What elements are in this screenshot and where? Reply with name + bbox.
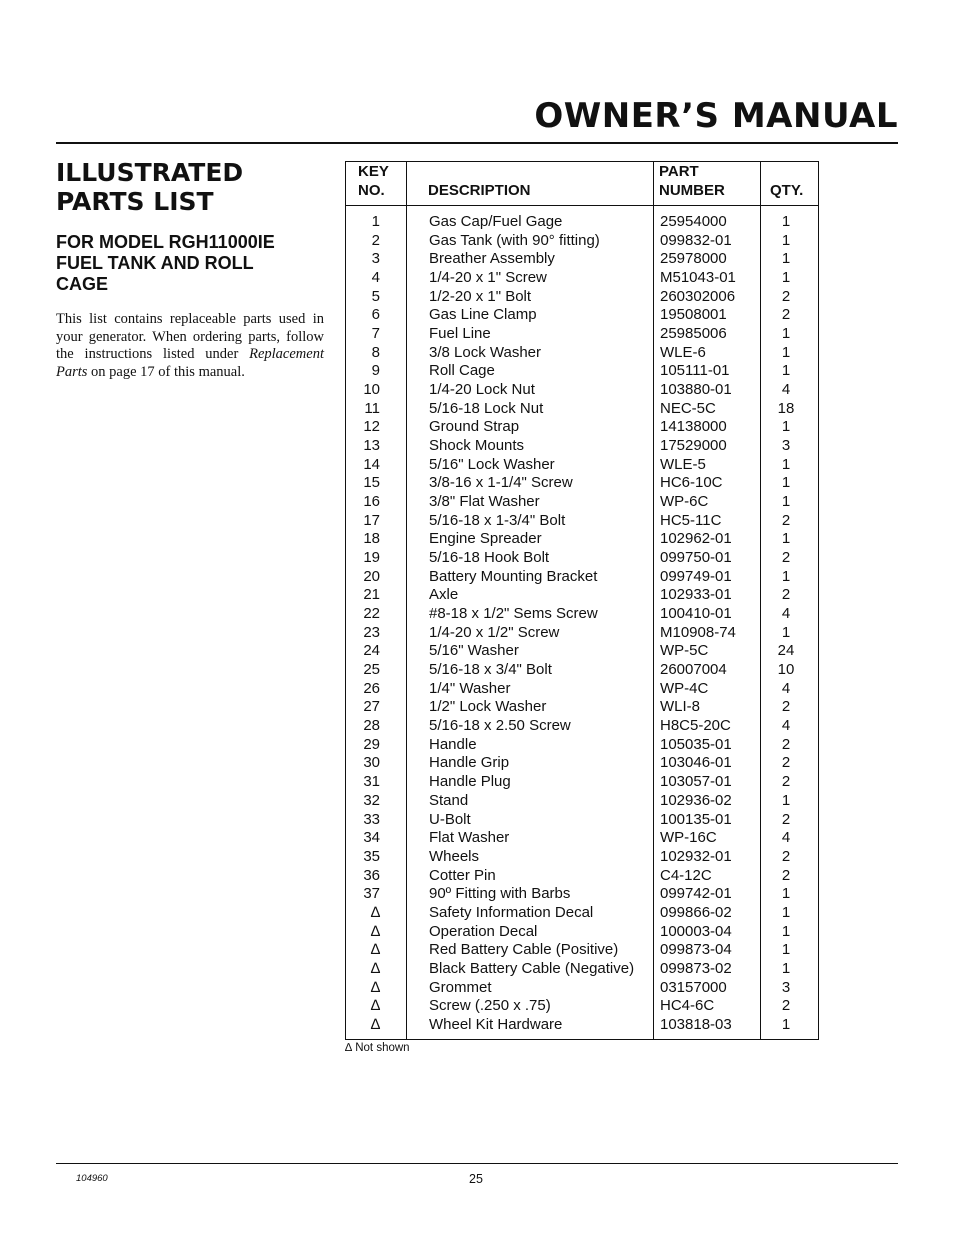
table-row [346, 624, 818, 643]
part-number-cell: 03157000 [660, 978, 727, 996]
key-cell: 14 [363, 455, 380, 473]
qty-cell: 2 [781, 866, 791, 884]
table-row [346, 979, 818, 998]
part-number-cell: 19508001 [660, 306, 727, 324]
header-part-line1: PART [659, 163, 699, 180]
key-cell: 21 [363, 586, 380, 604]
part-number-cell: 102933-01 [660, 586, 732, 604]
key-cell: 13 [363, 437, 380, 455]
table-row [346, 568, 818, 587]
description-cell: Grommet [429, 978, 492, 996]
part-number-cell: 100003-04 [660, 922, 732, 940]
key-cell: 30 [363, 754, 380, 772]
table-row [346, 512, 818, 531]
part-number-cell: NEC-5C [660, 399, 716, 417]
key-cell: 31 [363, 773, 380, 791]
header-part-line2: NUMBER [659, 182, 725, 199]
description-cell: Flat Washer [429, 829, 510, 847]
qty-cell: 2 [781, 549, 791, 567]
qty-cell: 3 [781, 978, 791, 996]
key-cell: 3 [371, 250, 380, 268]
key-cell: 2 [371, 231, 380, 249]
table-row [346, 923, 818, 942]
description-cell: Operation Decal [429, 922, 538, 940]
part-number-cell: 26007004 [660, 661, 727, 679]
key-cell: 12 [363, 418, 380, 436]
key-cell: 37 [363, 885, 380, 903]
part-number-cell: M51043-01 [660, 269, 736, 287]
key-cell: 9 [371, 362, 380, 380]
part-number-cell: HC5-11C [660, 511, 722, 529]
key-cell: 34 [363, 829, 380, 847]
header-key-no [358, 162, 389, 200]
description-cell: Gas Line Clamp [429, 306, 537, 324]
page-number: 25 [469, 1172, 483, 1186]
key-cell: 23 [363, 623, 380, 641]
description-cell: 5/16-18 x 2.50 Screw [429, 717, 571, 735]
parts-table [345, 161, 819, 1040]
section-title-line1: ILLUSTRATED [56, 158, 244, 187]
qty-cell: 1 [781, 493, 791, 511]
part-number-cell: 099873-02 [660, 959, 732, 977]
footer-divider [56, 1163, 898, 1164]
table-row [346, 213, 818, 232]
header-key-line1: KEY [358, 163, 389, 180]
table-row [346, 792, 818, 811]
key-cell: 33 [363, 810, 380, 828]
key-cell: ∆ [370, 903, 380, 921]
key-cell: 17 [363, 511, 380, 529]
qty-cell: 1 [781, 567, 791, 585]
intro-text-1: This list contains replaceable parts used in your generator. When ordering parts, follow the instructions listed under [56, 311, 324, 363]
part-number-cell: 103818-03 [660, 1015, 732, 1033]
qty-cell: 4 [781, 717, 791, 735]
part-number-cell: 099866-02 [660, 903, 732, 921]
part-number-cell: 099749-01 [660, 567, 732, 585]
table-row [346, 586, 818, 605]
description-cell: Wheel Kit Hardware [429, 1015, 563, 1033]
table-row [346, 661, 818, 680]
qty-cell: 1 [781, 791, 791, 809]
part-number-cell: 105111-01 [660, 362, 730, 380]
part-number-cell: 100410-01 [660, 605, 732, 623]
description-cell: Safety Information Decal [429, 903, 594, 921]
part-number-cell: 105035-01 [660, 735, 732, 753]
part-number-cell: H8C5-20C [660, 717, 731, 735]
key-cell: 6 [371, 306, 380, 324]
replacement-parts-reference: Replacement Parts [56, 346, 324, 380]
intro-paragraph [56, 311, 324, 381]
qty-cell: 1 [781, 959, 791, 977]
description-cell: Black Battery Cable (Negative) [429, 959, 635, 977]
description-cell: Screw (.250 x .75) [429, 997, 551, 1015]
qty-cell: 24 [777, 642, 795, 660]
key-cell: 27 [363, 698, 380, 716]
qty-cell: 2 [781, 511, 791, 529]
description-cell: Stand [429, 791, 469, 809]
key-cell: 19 [363, 549, 380, 567]
description-cell: 5/16-18 x 3/4" Bolt [429, 661, 552, 679]
qty-cell: 2 [781, 997, 791, 1015]
key-cell: ∆ [370, 922, 380, 940]
part-number-cell: 102962-01 [660, 530, 732, 548]
table-row [346, 698, 818, 717]
table-row [346, 325, 818, 344]
key-cell: ∆ [370, 978, 380, 996]
table-row [346, 680, 818, 699]
qty-cell: 1 [781, 213, 791, 230]
description-cell: 5/16-18 Hook Bolt [429, 549, 550, 567]
model-heading-line3: CAGE [56, 274, 109, 294]
header-part-number [659, 162, 725, 200]
description-cell: 5/16" Lock Washer [429, 455, 555, 473]
table-row [346, 474, 818, 493]
description-cell: Handle [429, 735, 477, 753]
table-row [346, 960, 818, 979]
table-row [346, 941, 818, 960]
qty-cell: 1 [781, 530, 791, 548]
key-cell: 32 [363, 791, 380, 809]
qty-cell: 1 [781, 941, 791, 959]
description-cell: 5/16" Washer [429, 642, 519, 660]
description-cell: Breather Assembly [429, 250, 555, 268]
key-cell: ∆ [370, 941, 380, 959]
qty-cell: 1 [781, 474, 791, 492]
model-heading-line1: FOR MODEL RGH11000IE [56, 232, 275, 252]
table-row [346, 288, 818, 307]
document-number: 104960 [76, 1173, 108, 1184]
header-qty: QTY. [770, 182, 804, 199]
description-cell: Handle Plug [429, 773, 511, 791]
key-cell: 15 [363, 474, 380, 492]
part-number-cell: WP-6C [660, 493, 709, 511]
part-number-cell: 25954000 [660, 213, 727, 230]
key-cell: 16 [363, 493, 380, 511]
qty-cell: 1 [781, 325, 791, 343]
key-cell: 25 [363, 661, 380, 679]
qty-cell: 10 [777, 661, 795, 679]
part-number-cell: 099873-04 [660, 941, 732, 959]
table-row [346, 848, 818, 867]
qty-cell: 1 [781, 250, 791, 268]
table-row [346, 642, 818, 661]
part-number-cell: 25978000 [660, 250, 727, 268]
part-number-cell: WP-4C [660, 679, 709, 697]
key-cell: 8 [371, 343, 380, 361]
description-cell: 3/8-16 x 1-1/4" Screw [429, 474, 573, 492]
key-cell: 10 [363, 381, 380, 399]
table-row [346, 306, 818, 325]
table-row [346, 885, 818, 904]
table-row [346, 381, 818, 400]
part-number-cell: 103046-01 [660, 754, 732, 772]
key-cell: 22 [363, 605, 380, 623]
description-cell: 3/8 Lock Washer [429, 343, 541, 361]
table-row [346, 269, 818, 288]
description-cell: Engine Spreader [429, 530, 542, 548]
header-key-line2: NO. [358, 182, 385, 199]
description-cell: Cotter Pin [429, 866, 496, 884]
table-row [346, 549, 818, 568]
table-row [346, 530, 818, 549]
part-number-cell: WLE-5 [660, 455, 706, 473]
section-title [56, 158, 324, 216]
table-row [346, 829, 818, 848]
qty-cell: 4 [781, 381, 791, 399]
qty-cell: 2 [781, 735, 791, 753]
table-row [346, 754, 818, 773]
qty-cell: 2 [781, 773, 791, 791]
description-cell: 90º Fitting with Barbs [429, 885, 571, 903]
description-cell: 1/4-20 Lock Nut [429, 381, 535, 399]
qty-cell: 2 [781, 306, 791, 324]
key-cell: 35 [363, 847, 380, 865]
qty-cell: 1 [781, 362, 791, 380]
part-number-cell: HC4-6C [660, 997, 715, 1015]
description-cell: 1/4-20 x 1" Screw [429, 269, 547, 287]
part-number-cell: 17529000 [660, 437, 727, 455]
table-row [346, 344, 818, 363]
description-cell: Roll Cage [429, 362, 495, 380]
description-cell: Axle [429, 586, 459, 604]
key-cell: 29 [363, 735, 380, 753]
table-row [346, 997, 818, 1016]
table-row [346, 437, 818, 456]
part-number-cell: M10908-74 [660, 623, 736, 641]
qty-cell: 1 [781, 231, 791, 249]
part-number-cell: WLE-6 [660, 343, 706, 361]
qty-cell: 1 [781, 1015, 791, 1033]
description-cell: 1/4-20 x 1/2" Screw [429, 623, 560, 641]
description-cell: 3/8" Flat Washer [429, 493, 540, 511]
part-number-cell: WP-5C [660, 642, 709, 660]
part-number-cell: HC6-10C [660, 474, 723, 492]
qty-cell: 4 [781, 829, 791, 847]
table-row [346, 717, 818, 736]
qty-cell: 1 [781, 922, 791, 940]
qty-cell: 1 [781, 269, 791, 287]
header-divider [56, 142, 898, 144]
part-number-cell: 14138000 [660, 418, 727, 436]
qty-cell: 1 [781, 343, 791, 361]
key-cell: 24 [363, 642, 380, 660]
description-cell: Gas Tank (with 90° fitting) [429, 231, 600, 249]
model-heading-line2: FUEL TANK AND ROLL [56, 253, 254, 273]
part-number-cell: 260302006 [660, 287, 736, 305]
table-row [346, 904, 818, 923]
part-number-cell: 102936-02 [660, 791, 732, 809]
qty-cell: 1 [781, 885, 791, 903]
part-number-cell: 25985006 [660, 325, 727, 343]
key-cell: 28 [363, 717, 380, 735]
description-cell: Shock Mounts [429, 437, 525, 455]
table-row [346, 1016, 818, 1035]
description-cell: 1/2-20 x 1" Bolt [429, 287, 532, 305]
section-title-line2: PARTS LIST [56, 187, 214, 216]
qty-cell: 1 [781, 418, 791, 436]
description-cell: Handle Grip [429, 754, 510, 772]
qty-cell: 3 [781, 437, 791, 455]
qty-cell: 2 [781, 754, 791, 772]
description-cell: Battery Mounting Bracket [429, 567, 598, 585]
key-cell: 36 [363, 866, 380, 884]
intro-column [56, 158, 324, 381]
table-row [346, 493, 818, 512]
manual-title: OWNER’S MANUAL [534, 96, 898, 136]
key-cell: 26 [363, 679, 380, 697]
table-row [346, 867, 818, 886]
parts-rows [346, 213, 818, 1035]
description-cell: Ground Strap [429, 418, 520, 436]
qty-cell: 2 [781, 810, 791, 828]
table-row [346, 362, 818, 381]
part-number-cell: C4-12C [660, 866, 712, 884]
table-row [346, 250, 818, 269]
table-row [346, 773, 818, 792]
qty-cell: 1 [781, 455, 791, 473]
description-cell: 1/2" Lock Washer [429, 698, 547, 716]
part-number-cell: 103880-01 [660, 381, 732, 399]
qty-cell: 1 [781, 623, 791, 641]
qty-cell: 2 [781, 586, 791, 604]
description-cell: #8-18 x 1/2" Sems Screw [429, 605, 598, 623]
table-row [346, 418, 818, 437]
intro-text-2: on page 17 of this manual. [87, 363, 245, 380]
part-number-cell: 102932-01 [660, 847, 732, 865]
key-cell: 11 [364, 399, 380, 417]
model-heading [56, 232, 324, 295]
qty-cell: 2 [781, 698, 791, 716]
header-description: DESCRIPTION [428, 182, 531, 199]
description-cell: 1/4" Washer [429, 679, 511, 697]
description-cell: 5/16-18 Lock Nut [429, 399, 544, 417]
footnote: ∆ Not shown [345, 1042, 410, 1054]
table-row [346, 811, 818, 830]
key-cell: ∆ [370, 959, 380, 977]
part-number-cell: 099832-01 [660, 231, 732, 249]
description-cell: Fuel Line [429, 325, 491, 343]
part-number-cell: 099742-01 [660, 885, 732, 903]
part-number-cell: 100135-01 [660, 810, 732, 828]
qty-cell: 1 [781, 903, 791, 921]
description-cell: 5/16-18 x 1-3/4" Bolt [429, 511, 566, 529]
key-cell: 7 [371, 325, 380, 343]
description-cell: Gas Cap/Fuel Gage [429, 213, 563, 230]
qty-cell: 18 [777, 399, 795, 417]
table-row [346, 605, 818, 624]
qty-cell: 2 [781, 287, 791, 305]
part-number-cell: WLI-8 [660, 698, 701, 716]
key-cell: 4 [371, 269, 380, 287]
key-cell: 18 [363, 530, 380, 548]
table-row [346, 736, 818, 755]
key-cell: 20 [363, 567, 380, 585]
key-cell: ∆ [370, 1015, 380, 1033]
key-cell: 1 [371, 213, 380, 230]
table-row [346, 400, 818, 419]
qty-cell: 4 [781, 605, 791, 623]
key-cell: ∆ [370, 997, 380, 1015]
qty-cell: 2 [781, 847, 791, 865]
description-cell: Wheels [429, 847, 480, 865]
part-number-cell: 099750-01 [660, 549, 732, 567]
description-cell: U-Bolt [429, 810, 471, 828]
description-cell: Red Battery Cable (Positive) [429, 941, 619, 959]
table-row [346, 232, 818, 251]
key-cell: 5 [371, 287, 380, 305]
table-row [346, 456, 818, 475]
part-number-cell: WP-16C [660, 829, 717, 847]
header-row-divider [346, 205, 818, 206]
qty-cell: 4 [781, 679, 791, 697]
part-number-cell: 103057-01 [660, 773, 732, 791]
